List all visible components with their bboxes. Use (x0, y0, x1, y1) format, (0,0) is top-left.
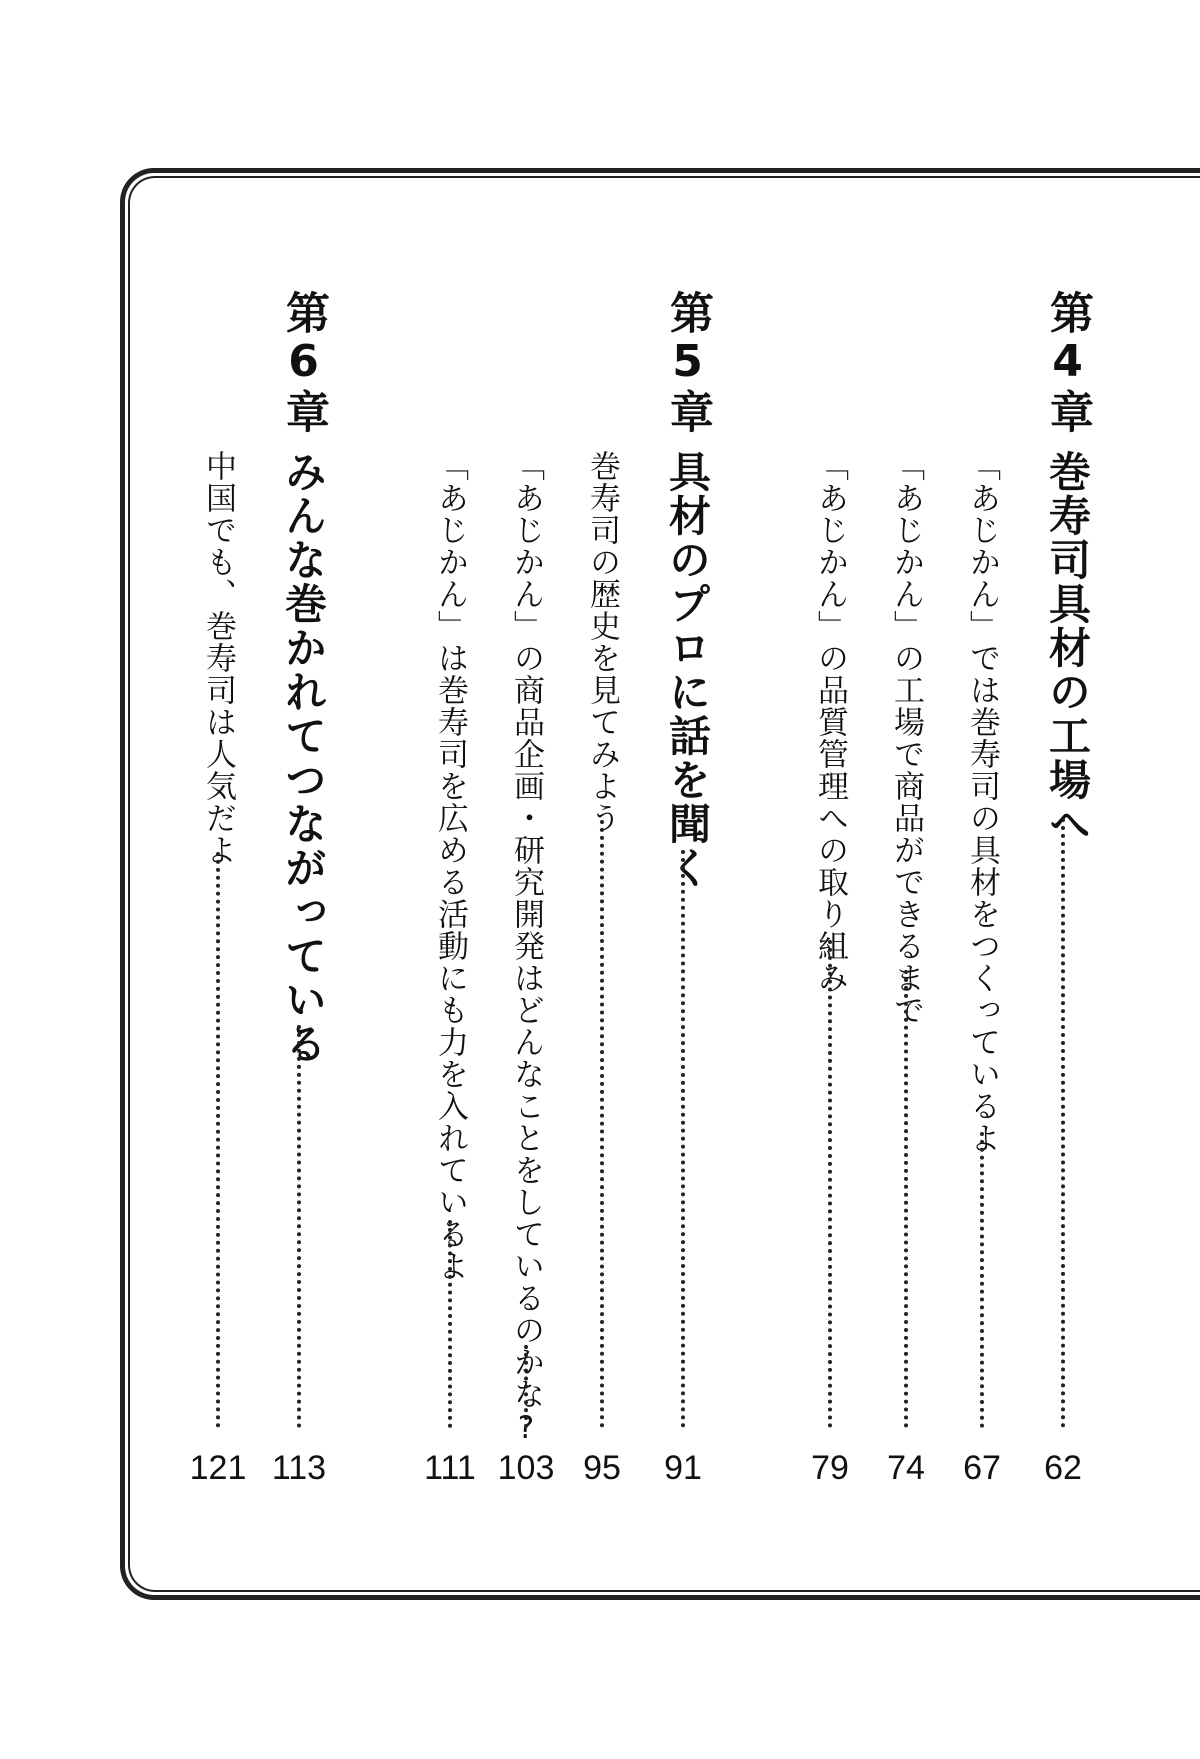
chapter-6-title[interactable]: みんな巻かれてつながっている (279, 450, 328, 1066)
chapter-5-entry-1-page: 95 (583, 1449, 621, 1487)
chapter-4-entry-1[interactable]: 「あじかん」では巻寿司の具材をつくっているよ (964, 450, 1000, 1154)
chapter-5-leader (681, 850, 685, 1428)
chapter-6-entry-1-leader (216, 852, 220, 1428)
chapter-4-entry-3-leader (828, 940, 832, 1428)
chapter-6-leader (297, 1025, 301, 1428)
chapter-4-title[interactable]: 巻寿司具材の工場へ (1043, 450, 1092, 846)
chapter-4-leader (1061, 818, 1065, 1428)
chapter-4-label: 第4章 (1042, 290, 1093, 435)
chapter-4-entry-3[interactable]: 「あじかん」の品質管理への取り組み (812, 450, 848, 994)
chapter-6-entry-1[interactable]: 中国でも、巻寿司は人気だよ (200, 450, 236, 866)
chapter-4-entry-1-leader (980, 1132, 984, 1428)
chapter-5-label: 第5章 (662, 290, 713, 435)
chapter-6-label: 第6章 (278, 290, 329, 435)
chapter-4-entry-2-page: 74 (887, 1449, 925, 1487)
chapter-5-entry-1-leader (600, 820, 604, 1428)
chapter-5-entry-2-leader (524, 1345, 528, 1428)
chapter-5-page: 91 (664, 1449, 702, 1487)
chapter-5-title[interactable]: 具材のプロに話を聞く (663, 450, 712, 890)
chapter-5-entry-2-page: 103 (497, 1449, 555, 1487)
chapter-6-entry-1-page: 121 (189, 1449, 247, 1487)
chapter-4-entry-3-page: 79 (811, 1449, 849, 1487)
chapter-5-entry-1[interactable]: 巻寿司の歴史を見てみよう (584, 450, 620, 834)
chapter-5-entry-3-leader (448, 1220, 452, 1428)
chapter-4-entry-2-leader (904, 970, 908, 1428)
chapter-6-page: 113 (271, 1449, 327, 1487)
chapter-5-entry-3-page: 111 (424, 1449, 476, 1487)
chapter-4-entry-2[interactable]: 「あじかん」の工場で商品ができるまで (888, 450, 924, 1026)
chapter-5-entry-3[interactable]: 「あじかん」は巻寿司を広める活動にも力を入れているよ (432, 450, 468, 1282)
chapter-4-entry-1-page: 67 (963, 1449, 1001, 1487)
chapter-4-page: 62 (1044, 1449, 1082, 1487)
chapter-5-entry-2[interactable]: 「あじかん」の商品企画・研究開発はどんなことをしているのかな? (508, 450, 544, 1447)
